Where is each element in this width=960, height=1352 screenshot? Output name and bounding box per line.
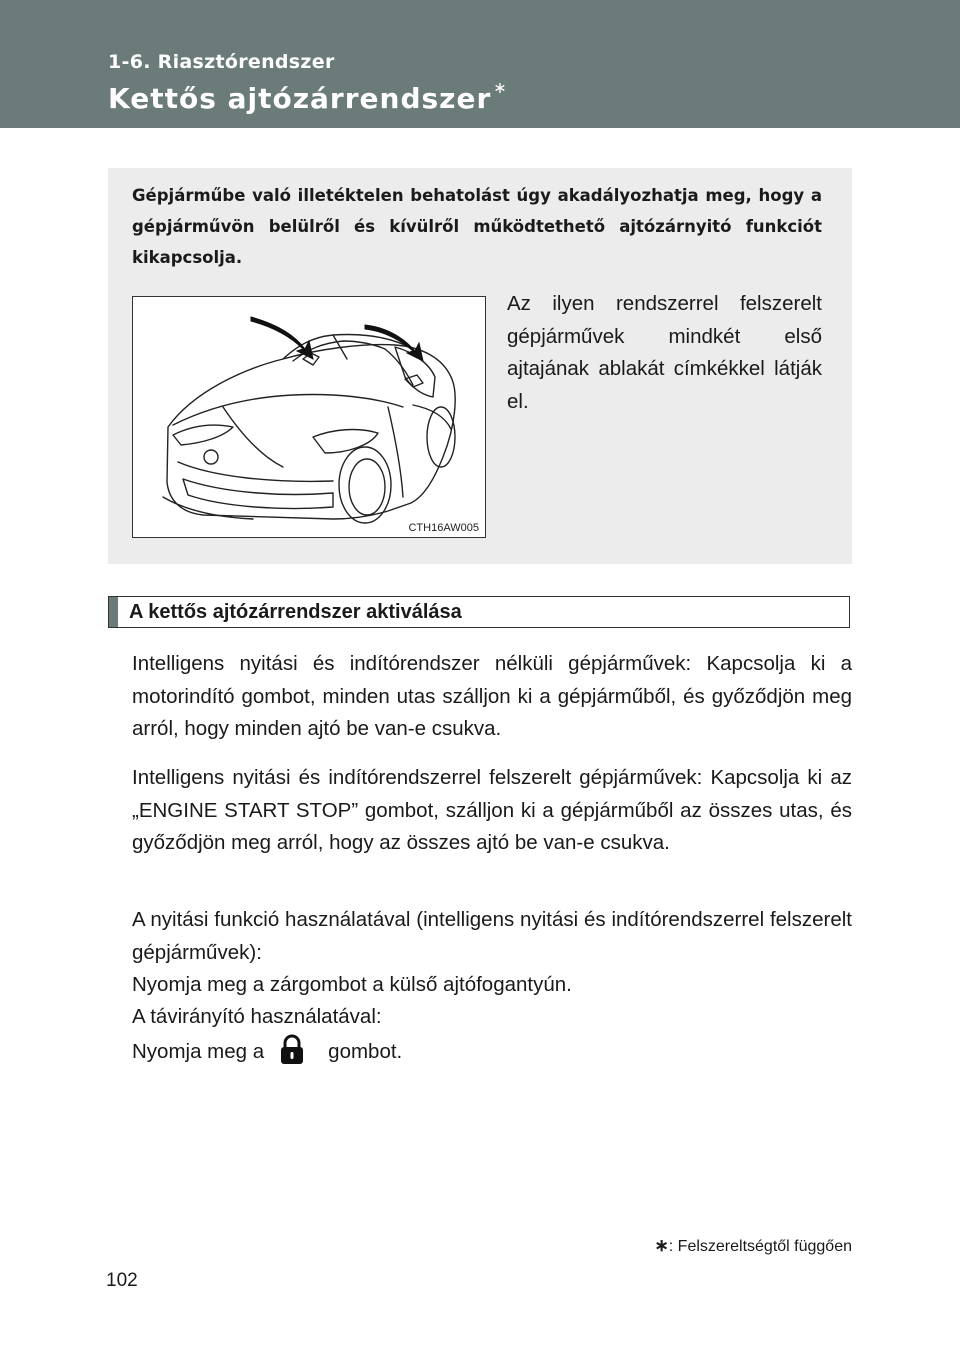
heading-accent-bar [109, 597, 118, 627]
page-title [108, 78, 508, 115]
lock-icon [274, 1034, 310, 1062]
section-heading-text: A kettős ajtózárrendszer aktiválása [129, 601, 462, 623]
press-text-post: gombot. [328, 1040, 403, 1063]
car-illustration [132, 296, 486, 538]
paragraph-1: Intelligens nyitási és indítórendszer nélküli gépjárművek: Kapcsolja ki a motorindító gombot, minden utas szálljon ki a gépjárműből, és győződjön meg arról, hogy minden ajtó be van-e csukva. [132, 652, 852, 740]
car-drawing [133, 297, 485, 537]
press-text-pre: Nyomja meg a [132, 1040, 265, 1063]
footnote-text: : Felszereltségtől függően [668, 1238, 852, 1255]
page-title-text: Kettős ajtózárrendszer [108, 82, 492, 115]
instruction-door-handle: Nyomja meg a zárgombot a külső ajtófogantyún. [132, 973, 572, 996]
figure-code: CTH16AW005 [408, 522, 479, 534]
footnote [655, 1236, 852, 1256]
optional-equipment-mark: ∗ [493, 78, 508, 97]
intro-text: Gépjárműbe való illetéktelen behatolást úgy akadályozhatja meg, hogy a gépjárművön belülről és kívülről működtethető ajtózárnyitó funkciót kikapcsolja. [132, 186, 822, 267]
figure-caption: Az ilyen rendszerrel felszerelt gépjárművek mindkét első ajtajának ablakát címkékkel látják el. [507, 292, 822, 413]
instruction-press-lock [132, 1034, 402, 1069]
section-heading [108, 596, 850, 628]
page-number: 102 [106, 1270, 138, 1291]
paragraph-3: A nyitási funkció használatával (intelligens nyitási és indítórendszerrel felszerelt gépjárművek): [132, 908, 852, 964]
paragraph-2: Intelligens nyitási és indítórendszerrel felszerelt gépjárművek: Kapcsolja ki az „ENGINE START STOP” gombot, szálljon ki a gépjárműből az összes utas, és győződjön meg arról, hogy az összes ajtó be van-e csukva. [132, 766, 852, 854]
section-label: 1-6. Riasztórendszer [108, 51, 335, 73]
instruction-remote-label: A távirányító használatával: [132, 1005, 382, 1028]
footnote-star: ∗ [654, 1236, 669, 1255]
